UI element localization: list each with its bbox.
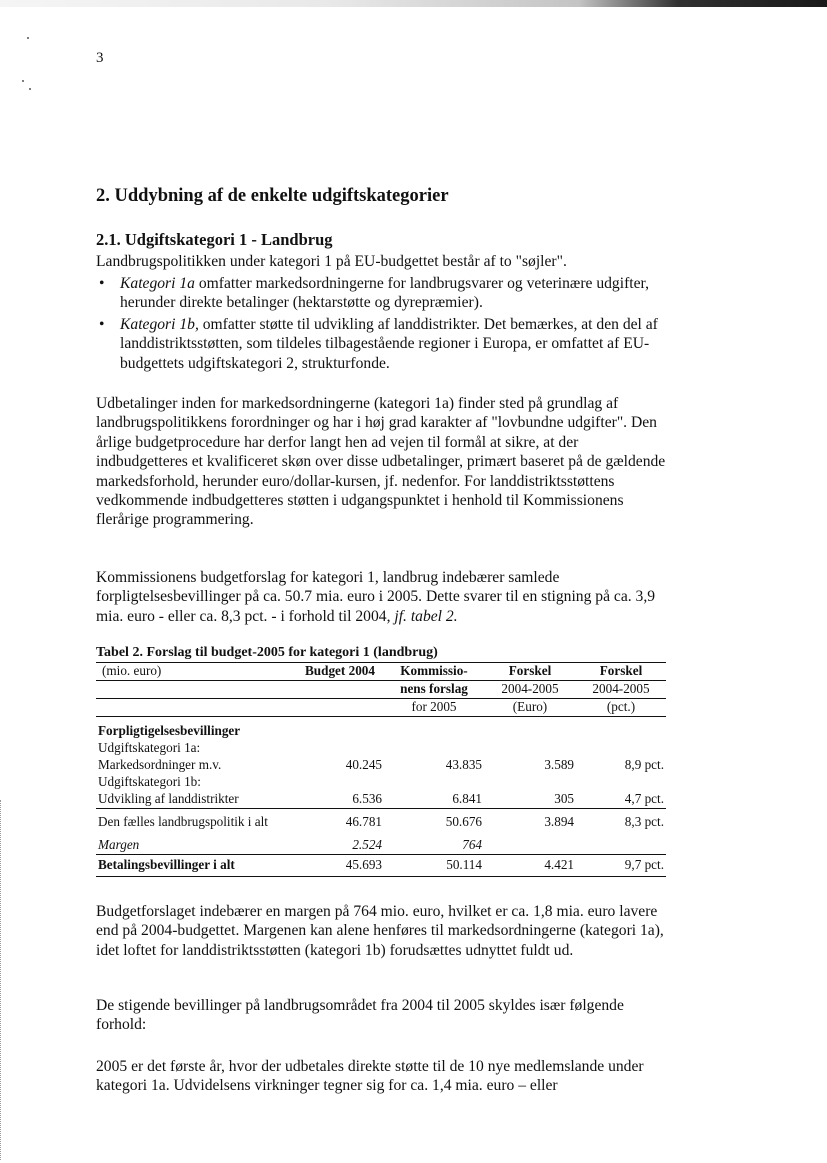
- scan-speck: [29, 88, 31, 90]
- cell-forslag-2005: [384, 774, 484, 791]
- cell-budget-2004: 46.781: [296, 809, 384, 832]
- header-budget-2004: Budget 2004: [305, 663, 375, 678]
- budget-table: [96, 662, 666, 877]
- cell-forslag-2005: 50.676: [384, 809, 484, 832]
- section-heading: 2. Uddybning af de enkelte udgiftskategorier: [96, 186, 449, 206]
- category-list: [96, 274, 666, 375]
- cell-forskel-euro: 3.589: [544, 757, 574, 772]
- row-label: Udvikling af landdistrikter: [98, 791, 239, 806]
- cell-forskel-pct: 8,9 pct.: [624, 757, 664, 772]
- cell-forskel-euro: 305: [554, 791, 574, 806]
- cell-forskel-euro: [484, 774, 576, 791]
- cell-forslag-2005: 6.841: [452, 791, 482, 806]
- cell-budget-2004: 2.524: [352, 837, 382, 852]
- table-row: [96, 831, 666, 855]
- cell-budget-2004: 6.536: [352, 791, 382, 806]
- header-forskel-euro: Forskel: [508, 663, 552, 678]
- scan-speck: [22, 80, 24, 82]
- category-term: Kategori 1a: [120, 275, 195, 292]
- category-description: omfatter støtte til udvikling af landdistrikter. Det bemærkes, at den del af landdistriktsstøtten, som tildeles tilbagestående regioner i Europa, er omfattet af EU-budgettets udgiftskategori 2, strukturfonde.: [120, 315, 658, 372]
- subsection-intro: Landbrugspolitikken under kategori 1 på EU-budgettet består af to "søjler".: [96, 253, 567, 270]
- cell-forskel-euro: 3.894: [484, 809, 576, 832]
- row-label: Margen: [98, 837, 140, 852]
- cell-forslag-2005: [384, 723, 484, 740]
- category-term: Kategori 1b,: [120, 315, 199, 333]
- row-label: Betalingsbevillinger i alt: [96, 855, 296, 877]
- table-header-row: [96, 663, 666, 681]
- table-header-row: [96, 699, 666, 717]
- table-reference: jf. tabel 2.: [394, 607, 458, 625]
- scan-speck: [27, 37, 29, 39]
- row-label: Udgiftskategori 1a:: [98, 740, 201, 755]
- header-unit: (mio. euro): [102, 663, 162, 678]
- cell-forskel-euro: 4.421: [484, 855, 576, 877]
- header-forskel-pct: Forskel: [599, 663, 643, 678]
- cell-forskel-pct: 8,3 pct.: [576, 809, 666, 832]
- cell-forskel-euro: [484, 740, 576, 757]
- list-item: [96, 274, 666, 313]
- paragraph-markedsordninger: Udbetalinger inden for markedsordningerne (kategori 1a) finder sted på grundlag af landbrugspolitikkens forordninger og har i høj grad karakter af "lovbundne udgifter". Den årlige budgetprocedure har derfor langt hen ad vejen til formål at sikre, at der indbudgetteres et kvalificeret skøn over disse udbetalinger, primært baseret på de gældende markedsforhold, herunder euro/dollar-kursen, jf. nedenfor. For landdistriktsstøttens vedkommende indbudgetteres støtten i udgangspunktet i henhold til Kommissionens flerårige programmering.: [96, 395, 666, 529]
- cell-forskel-pct: 4,7 pct.: [624, 791, 664, 806]
- paragraph-text: Kommissionens budgetforslag for kategori 1, landbrug indebærer samlede forpligtelsesbevillinger på ca. 50.7 mia. euro i 2005. Dette svarer til en stigning på ca. 3,9 mia. euro - eller ca. 8,3 pct. - i forhold til 2004,: [96, 569, 656, 625]
- row-label: Udgiftskategori 1b:: [98, 774, 201, 789]
- table-row: [96, 791, 666, 809]
- cell-forskel-pct: 9,7 pct.: [576, 855, 666, 877]
- cell-forskel-pct: [576, 831, 666, 855]
- subsection-heading: 2.1. Udgiftskategori 1 - Landbrug: [96, 230, 333, 249]
- cell-forskel-pct: [576, 774, 666, 791]
- cell-forslag-2005: [384, 740, 484, 757]
- header-forskel-euro: 2004-2005: [501, 681, 559, 696]
- header-kommissionens-forslag: nens forslag: [400, 681, 468, 696]
- table-row: [96, 757, 666, 774]
- cell-budget-2004: 45.693: [296, 855, 384, 877]
- list-item: [96, 315, 666, 373]
- table-row: [96, 774, 666, 791]
- cell-forskel-euro: [484, 831, 576, 855]
- table-title: Tabel 2. Forslag til budget-2005 for kategori 1 (landbrug): [96, 645, 438, 660]
- table-row: [96, 809, 666, 832]
- bullet-icon: •: [99, 315, 105, 333]
- paragraph-budgetforslag: [96, 568, 666, 626]
- table-row: [96, 723, 666, 740]
- cell-budget-2004: [296, 740, 384, 757]
- scan-edge-top: [0, 0, 827, 7]
- cell-budget-2004: [296, 723, 384, 740]
- header-forskel-euro: (Euro): [512, 699, 548, 714]
- cell-forskel-pct: [576, 723, 666, 740]
- cell-forslag-2005: 43.835: [445, 757, 482, 772]
- cell-forslag-2005: 50.114: [384, 855, 484, 877]
- paragraph-stigende-bevillinger: De stigende bevillinger på landbrugsområdet fra 2004 til 2005 skyldes især følgende forhold:: [96, 997, 624, 1034]
- row-label: Forpligtigelsesbevillinger: [98, 723, 241, 738]
- header-forskel-pct: (pct.): [606, 699, 636, 714]
- cell-budget-2004: 40.245: [345, 757, 382, 772]
- scan-edge-left: [0, 800, 3, 1160]
- paragraph-margen: Budgetforslaget indebærer en margen på 764 mio. euro, hvilket er ca. 1,8 mia. euro lavere end på 2004-budgettet. Margenen kan alene henføres til markedsordningerne (kategori 1a), idet loftet for landdistriktsstøtten (kategori 1b) forudsættes udnyttet fuldt ud.: [96, 903, 664, 959]
- table-header-row: [96, 681, 666, 699]
- category-description: omfatter markedsordningerne for landbrugsvarer og veterinære udgifter, herunder direkte betalinger (hektarstøtte og dyrepræmier).: [120, 275, 649, 312]
- table-row: [96, 740, 666, 757]
- page-number: 3: [96, 50, 104, 66]
- cell-forskel-euro: [484, 723, 576, 740]
- table-row: [96, 855, 666, 877]
- header-forskel-pct: 2004-2005: [592, 681, 650, 696]
- row-label: Den fælles landbrugspolitik i alt: [96, 809, 296, 832]
- cell-forslag-2005: 764: [462, 837, 482, 852]
- bullet-icon: •: [99, 275, 105, 292]
- row-label: Markedsordninger m.v.: [98, 757, 222, 772]
- cell-budget-2004: [296, 774, 384, 791]
- header-kommissionens-forslag: for 2005: [411, 699, 457, 714]
- paragraph-nye-medlemslande: 2005 er det første år, hvor der udbetales direkte støtte til de 10 nye medlemslande under kategori 1a. Udvidelsens virkninger tegner sig for ca. 1,4 mia. euro – eller: [96, 1058, 644, 1095]
- header-kommissionens-forslag: Kommissio-: [400, 663, 468, 678]
- cell-forskel-pct: [576, 740, 666, 757]
